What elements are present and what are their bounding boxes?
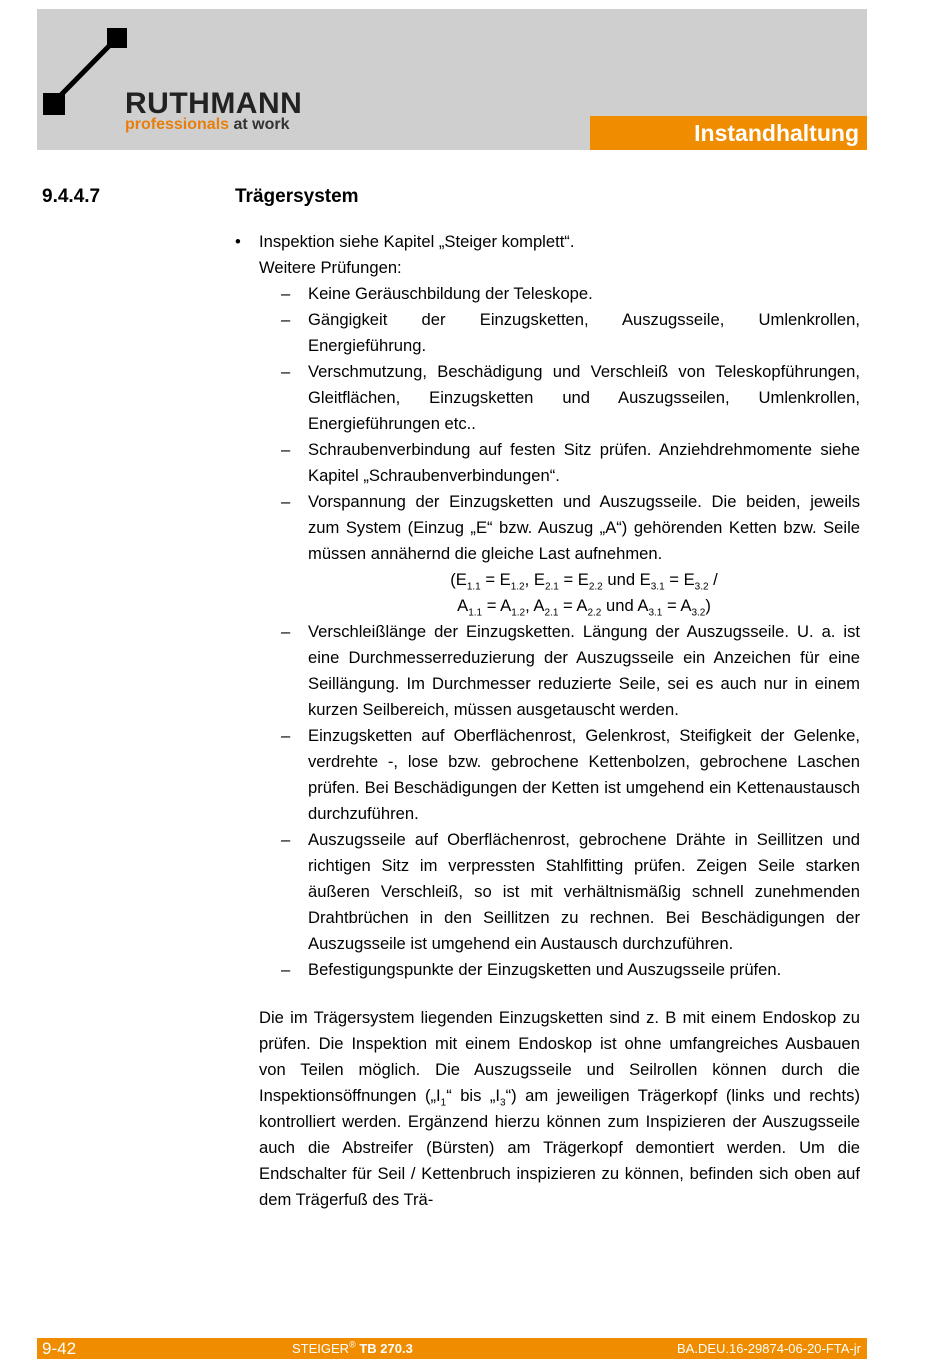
dash-marker: – [281,960,291,979]
chapter-title: Trägersystem [235,186,359,207]
brand-tagline [125,117,290,133]
dash-marker: – [281,310,291,329]
page-number: 9-42 [42,1339,77,1358]
model-name: STEIGER® TB 270.3 [292,1339,413,1356]
body-paragraph: Die im Trägersystem liegenden Einzugsketten sind z. B mit einem Endoskop zu prüfen. Die Inspektion mit einem Endoskop ist ohne umfangreiches Ausbauen von Teilen möglich. Die Auszugsseile und Seilrollen können durch die Inspektionsöffnungen ($„I_1“$ bis $„I_3“$) am jeweiligen Trägerkopf (links und rechts) kontrolliert werden. Ergänzend hierzu können zum Inspizieren der Auszugsseile auch die Abstreifer (Bürsten) am Trägerkopf demontiert werden. Um die Endschalter für Seil / Kettenbruch inspizieren zu können, befinden sich oben auf dem Trägerfuß des Trä- [259,1008,860,1209]
check-item-text: Befestigungspunkte der Einzugsketten und Auszugsseile prüfen. [308,960,782,979]
check-list [235,281,860,567]
check-item [235,281,860,307]
check-item [235,619,860,723]
check-item-text: Verschleißlänge der Einzugsketten. Längung der Auszugsseile. U. a. ist eine Durchmesserreduzierung der Auszugsseile ein Anzeichen für eine Seillängung. Im Durchmesser reduzierte Seile, sei es auch nur in einem kurzen Seilbereich, müssen ausgetauscht werden. [308,622,860,719]
check-item [235,957,860,983]
main-content [235,229,860,1230]
ruthmann-logo-icon [37,9,137,119]
tagline-professionals: professionals [125,116,230,133]
bullet-line-1: Inspektion siehe Kapitel „Steiger komplett“. [259,232,575,251]
dash-marker: – [281,440,291,459]
check-item [235,359,860,437]
page-footer [37,1338,867,1359]
dash-marker: – [281,362,291,381]
check-item-text: Vorspannung der Einzugsketten und Auszugsseile. Die beiden, jeweils zum System (Einzug „E“ bzw. Auszug „A“) gehörenden Ketten bzw. Seile müssen annähernd die gleiche Last aufnehmen. [308,492,860,563]
dash-marker: – [281,492,291,511]
dash-marker: – [281,622,291,641]
document-id: BA.DEU.16-29874-06-20-FTA-jr [677,1341,861,1356]
check-item-text: Einzugsketten auf Oberflächenrost, Gelenkrost, Steifigkeit der Gelenke, verdrehte -, lose bzw. gebrochene Kettenbolzen, gebrochene Laschen prüfen. Bei Beschädigungen der Ketten ist umgehend ein Kettenaustausch durchzuführen. [308,726,860,823]
check-item [235,489,860,567]
check-list-continued [235,619,860,983]
dash-marker: – [281,284,291,303]
check-item-text: Auszugsseile auf Oberflächenrost, gebrochene Drähte in Seillitzen und richtigen Sitz im verpressten Stahlfitting prüfen. Zeigen Seile starken äußeren Verschleiß, so ist mit verhältnismäßig schnell zunehmenden Drahtbrüchen in den Seillitzen zu rechnen. Bei Beschädigungen der Auszugsseile ist umgehend ein Austausch durchzuführen. [308,830,860,953]
dash-marker: – [281,726,291,745]
bullet-item [235,229,860,281]
tagline-at-work: at work [229,116,290,133]
check-item-text: Verschmutzung, Beschädigung und Verschleiß von Teleskopführungen, Gleitflächen, Einzugsketten und Auszugsseilen, Umlenkrollen, Energieführungen etc.. [308,362,860,433]
check-item [235,437,860,489]
formula-line-e: ($E_{1.1} = E_{1.2}$, $E_{2.1} = E_{2.2}$ und $E_{3.1} = E_{3.2}$ / [450,570,718,593]
check-item-text: Keine Geräuschbildung der Teleskope. [308,284,593,303]
check-item-text: Schraubenverbindung auf festen Sitz prüfen. Anziehdrehmomente siehe Kapitel „Schraubenverbindungen“. [308,440,860,485]
section-title: Instandhaltung [590,116,867,150]
brand-name: RUTHMANN [125,87,303,120]
check-item [235,307,860,359]
check-item [235,723,860,827]
bullet-dot: • [235,232,241,251]
bullet-line-2: Weitere Prüfungen: [259,258,402,277]
dash-marker: – [281,830,291,849]
formula-line-a: $A_{1.1} = A_{1.2}$, $A_{2.1} = A_{2.2}$ und $A_{3.1} = A_{3.2}$) [457,596,711,619]
chapter-number: 9.4.4.7 [42,186,101,207]
check-item [235,827,860,957]
check-item-text: Gängigkeit der Einzugsketten, Auszugsseile, Umlenkrollen, Energieführung. [308,310,860,355]
